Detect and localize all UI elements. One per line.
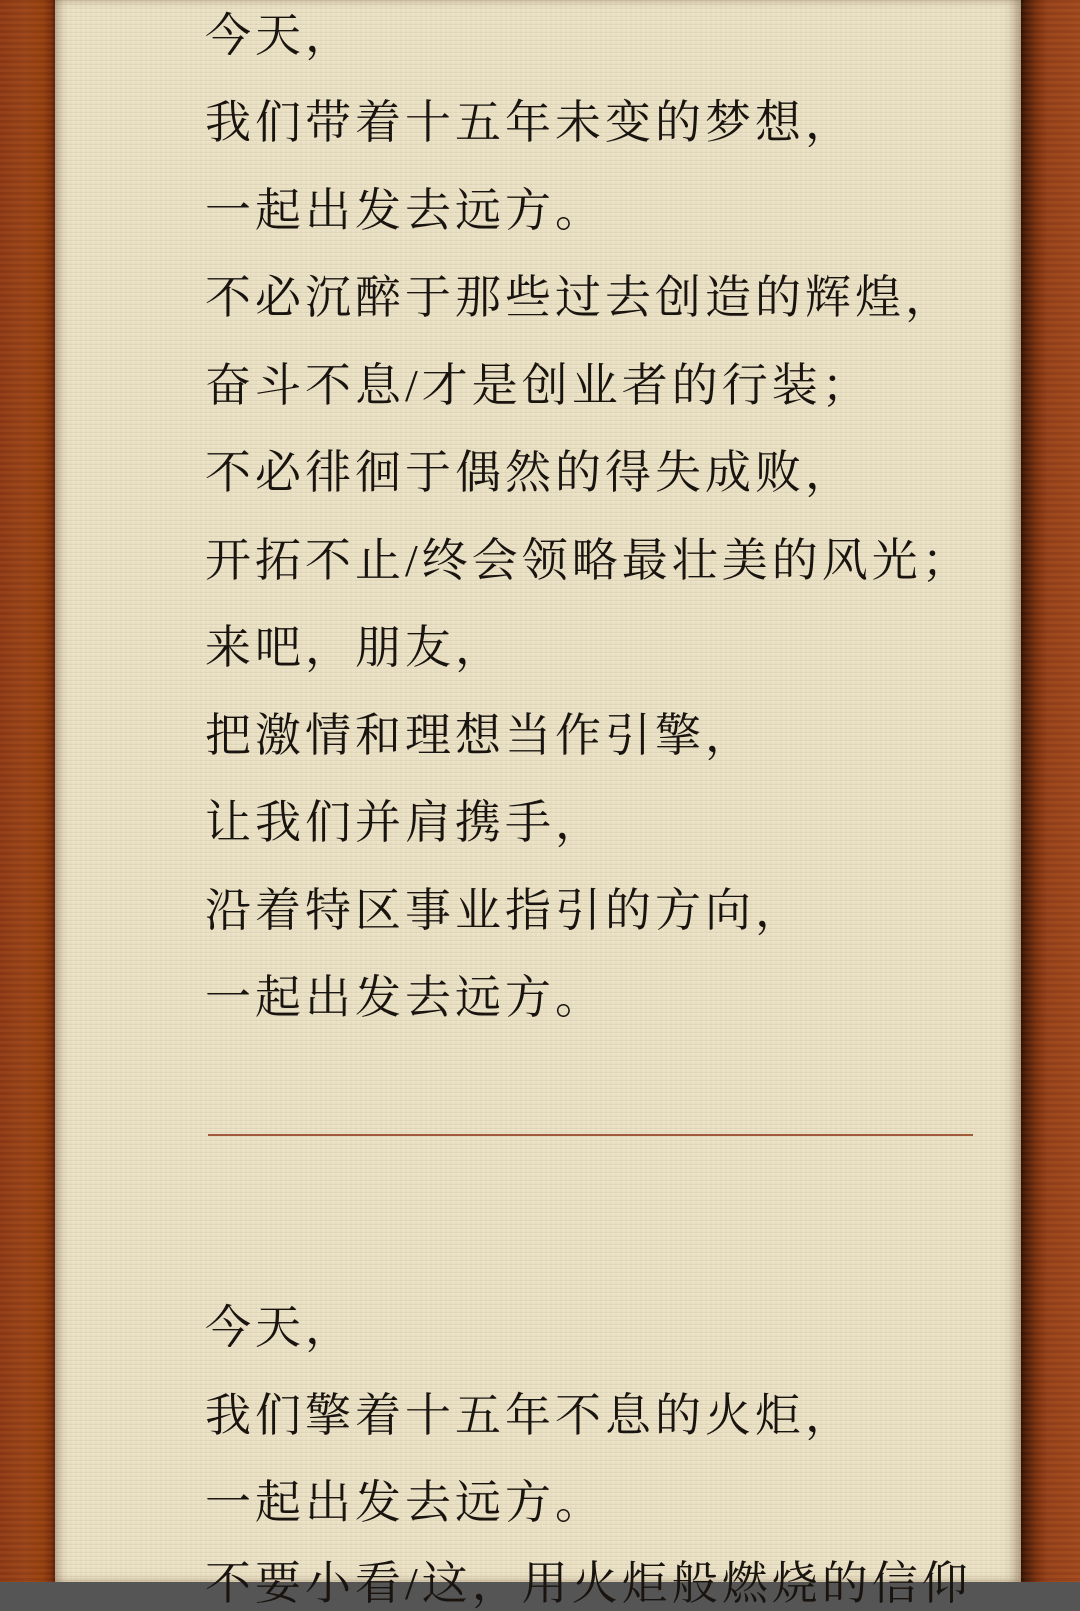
poem-line: 今天， — [205, 10, 355, 61]
poem-line: 把激情和理想当作引擎， — [205, 710, 755, 761]
poem-line: 沿着特区事业指引的方向， — [205, 885, 805, 936]
left-border-decoration — [0, 0, 55, 1582]
poem-line-partial: 不要小看/这，用火炬般燃烧的信仰 — [205, 1558, 972, 1609]
poem-line: 不必沉醉于那些过去创造的辉煌， — [205, 272, 955, 323]
poem-line: 奋斗不息/才是创业者的行装； — [205, 360, 872, 411]
poem-line: 不必徘徊于偶然的得失成败， — [205, 447, 855, 498]
poem-line: 来吧，朋友， — [205, 622, 505, 673]
section-divider — [208, 1134, 973, 1136]
poem-line: 一起出发去远方。 — [205, 185, 605, 236]
poem-line: 我们擎着十五年不息的火炬， — [205, 1390, 855, 1441]
paper-sheet — [55, 0, 1021, 1609]
poem-line: 一起出发去远方。 — [205, 1477, 605, 1528]
poem-line: 让我们并肩携手， — [205, 797, 605, 848]
poem-line: 开拓不止/终会领略最壮美的风光； — [205, 535, 972, 586]
poem-line: 一起出发去远方。 — [205, 972, 605, 1023]
right-border-decoration — [1021, 0, 1080, 1582]
poem-line: 今天， — [205, 1302, 355, 1353]
poem-line: 我们带着十五年未变的梦想， — [205, 97, 855, 148]
